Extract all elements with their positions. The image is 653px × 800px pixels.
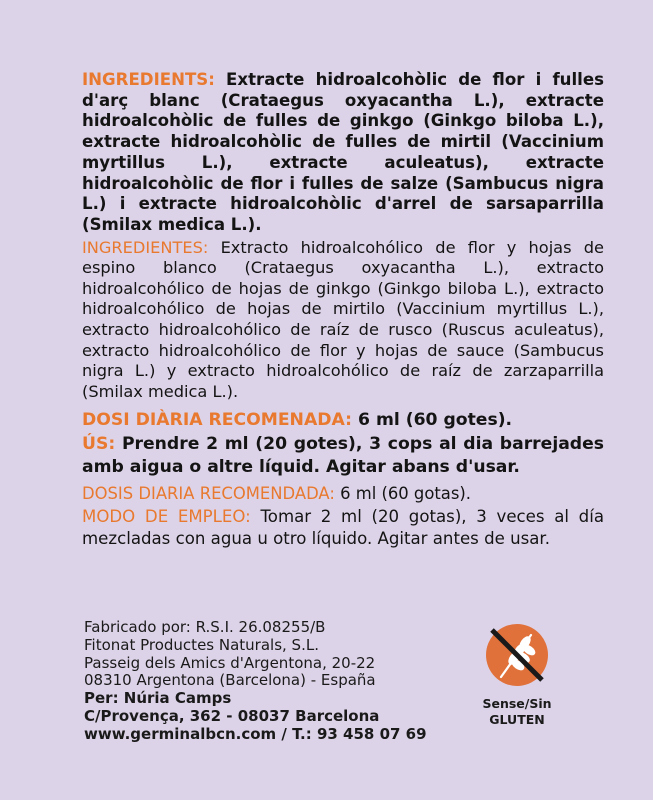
ingredients-catalan-heading: INGREDIENTS: [82,70,215,89]
ingredients-spanish-heading: INGREDIENTES: [82,237,209,257]
manufacturer-street: Passeig dels Amics d'Argentona, 20-22 [84,653,376,672]
distributor-name: Per: Núria Camps [84,689,232,708]
use-catalan-text: Prendre 2 ml (20 gotes), 3 cops al dia barrejades amb aigua o altre líquid. Agitar abans d'usar. [82,434,604,477]
manufacturer-registry: Fabricado por: R.S.I. 26.08255/B [84,618,326,636]
gluten-free-badge [474,617,560,728]
gluten-badge-line2: GLUTEN [489,712,545,727]
company-info [84,619,444,744]
ingredients-spanish [82,238,604,403]
use-spanish [82,506,604,549]
distributor-address: C/Provença, 362 - 08037 Barcelona [84,706,380,725]
distributor-contact: www.germinalbcn.com / T.: 93 458 07 69 [84,724,427,743]
dose-catalan [82,409,604,432]
dose-catalan-text: 6 ml (60 gotes). [358,410,513,431]
manufacturer-city: 08310 Argentona (Barcelona) - España [84,671,376,690]
dose-catalan-heading: DOSI DIÀRIA RECOMENADA: [82,410,353,431]
use-spanish-text: Tomar 2 ml (20 gotas), 3 veces al día mezcladas con agua u otro líquido. Agitar antes de usar. [82,507,604,548]
label-text-block [82,70,604,550]
dose-spanish [82,483,604,504]
manufacturer-name: Fitonat Productes Naturals, S.L. [84,635,319,654]
gluten-free-icon [479,617,555,693]
gluten-badge-line1: Sense/Sin [482,696,552,711]
dose-spanish-heading: DOSIS DIARIA RECOMENDADA: [82,483,335,503]
use-catalan [82,433,604,479]
ingredients-spanish-text: Extracto hidroalcohólico de flor y hojas de espino blanco (Crataegus oxyacantha L.), extracto hidroalcohólico de hojas de ginkgo (Ginkgo biloba L.), extracto hidroalcohólico de hojas de mirtilo (Vaccinium myrtillus L.), extracto hidroalcohólico de raíz de rusco (Ruscus aculeatus), extracto hidroalcohólico de flor y hojas de sauce (Sambucus nigra L.) y extracto hidroalcohólico de raíz de zarzaparrilla (Smilax medica L.). [82,237,604,401]
use-catalan-heading: ÚS: [82,434,116,455]
dose-spanish-text: 6 ml (60 gotas). [340,483,471,503]
use-spanish-heading: MODO DE EMPLEO: [82,507,251,527]
ingredients-catalan-text: Extracte hidroalcohòlic de flor i fulles d'arç blanc (Crataegus oxyacantha L.), extracte hidroalcohòlic de fulles de ginkgo (Ginkgo biloba L.), extracte hidroalcohòlic de fulles de mirtil (Vaccinium myrtillus L.), extracte aculeatus), extracte hidroalcohòlic de flor i fulles de salze (Sambucus nigra L.) i extracte hidroalcohòlic d'arrel de sarsaparrilla (Smilax medica L.). [82,70,604,234]
ingredients-catalan [82,70,604,236]
